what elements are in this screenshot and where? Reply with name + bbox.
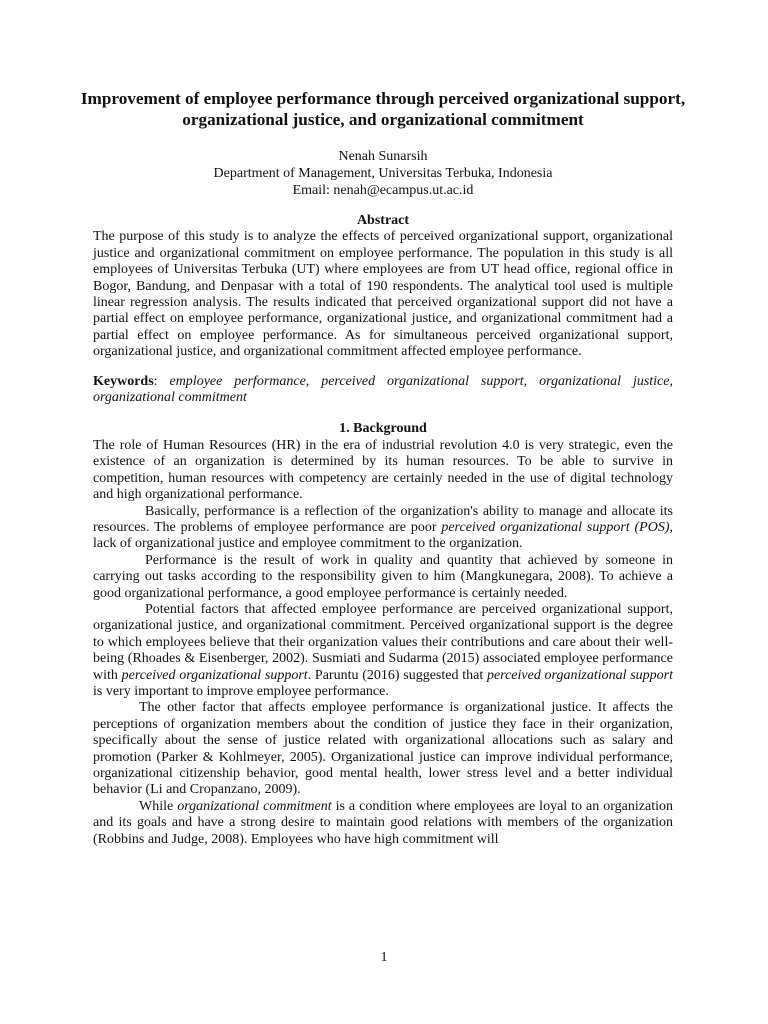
author-affiliation: Department of Management, Universitas Terbuka, Indonesia	[213, 166, 553, 181]
background-paragraph-2	[93, 504, 673, 553]
p4-emphasis-2: perceived organizational support	[486, 667, 674, 683]
background-heading: 1. Background	[339, 421, 427, 437]
paper-page	[80, 88, 686, 848]
background-paragraph-3: Performance is the result of work in quality and quantity that achieved by someone in carrying out tasks according to the responsibility given to him (Mangkunegara, 2008). To achieve a good organizational performance, a good employee performance is certainly needed.	[93, 552, 673, 601]
author-block	[93, 148, 673, 199]
keywords-text: employee performance, perceived organizational support, organizational justice, organizational commitment	[93, 373, 673, 406]
p4-text-b: . Paruntu (2016) suggested that	[307, 667, 487, 683]
keywords: Keywords: employee performance, perceived organizational support, organizational justice, organizational commitment	[93, 373, 673, 406]
background-paragraph-5: The other factor that affects employee performance is organizational justice. It affects the perceptions of organization members about the condition of justice they face in their organization, specifically about the sense of justice related with organizational allocations such as salary and promotion (Parker & Kohlmeyer, 2005). Organizational justice can improve individual performance, organizational citizenship behavior, good mental health, lower stress level and a better individual behavior (Li and Cropanzano, 2009).	[93, 700, 673, 798]
p6-emphasis: organizational commitment	[177, 798, 332, 814]
background-paragraph-1: The role of Human Resources (HR) in the era of industrial revolution 4.0 is very strategic, even the existence of an organization is determined by its human resources. To be able to survive in competition, human resources with competency are certainly needed in the use of digital technology and high organizational performance.	[93, 437, 673, 503]
abstract-heading: Abstract	[356, 213, 410, 228]
keywords-label: Keywords	[93, 373, 154, 389]
author-name: Nenah Sunarsih	[338, 149, 428, 164]
author-email: Email: nenah@ecampus.ut.ac.id	[292, 183, 474, 198]
p2-text-a: Basically, performance is a reflection of the organization's ability to manage and allocate its resources. The problems of employee performance are poor	[93, 503, 673, 535]
p4-text-c: is very important to improve employee performance.	[93, 683, 389, 699]
p4-text-a: Potential factors that affected employee performance are perceived organizational support, organizational justice, and organizational commitment. Perceived organizational support is the degree to which employees believe that their organization values their contributions and care about their well-being (Rhoades & Eisenberger, 2002). Susmiati and Sudarma (2015) associated employee performance with	[93, 601, 673, 683]
page-number: 1	[380, 950, 388, 965]
p4-emphasis-1: perceived organizational support	[121, 667, 308, 683]
p6-text-b: is a condition where employees are loyal to an organization and its goals and have a strong desire to maintain good relations with members of the organization (Robbins and Judge, 2008). Employees who have high commitment will	[93, 798, 673, 847]
paper-title: Improvement of employee performance through perceived organizational support, organizational justice, and organizational commitment	[80, 89, 686, 129]
background-paragraph-4	[93, 602, 673, 700]
p6-text-a: While	[139, 798, 178, 814]
p2-emphasis: perceived organizational support (POS)	[441, 519, 670, 535]
p2-text-b: , lack of organizational justice and employee commitment to the organization.	[93, 519, 673, 552]
background-paragraph-6	[93, 799, 673, 848]
abstract-text: The purpose of this study is to analyze the effects of perceived organizational support, organizational justice and organizational commitment on employee performance. The population in this study is all employees of Universitas Terbuka (UT) where employees are from UT head office, regional office in Bogor, Bandung, and Denpasar with a total of 190 respondents. The analytical tool used is multiple linear regression analysis. The results indicated that perceived organizational support did not have a partial effect on employee performance, organizational justice, and organizational commitment had a partial effect on employee performance. As for simultaneous perceived organizational support, organizational justice, and organizational commitment affected employee performance.	[93, 229, 673, 360]
